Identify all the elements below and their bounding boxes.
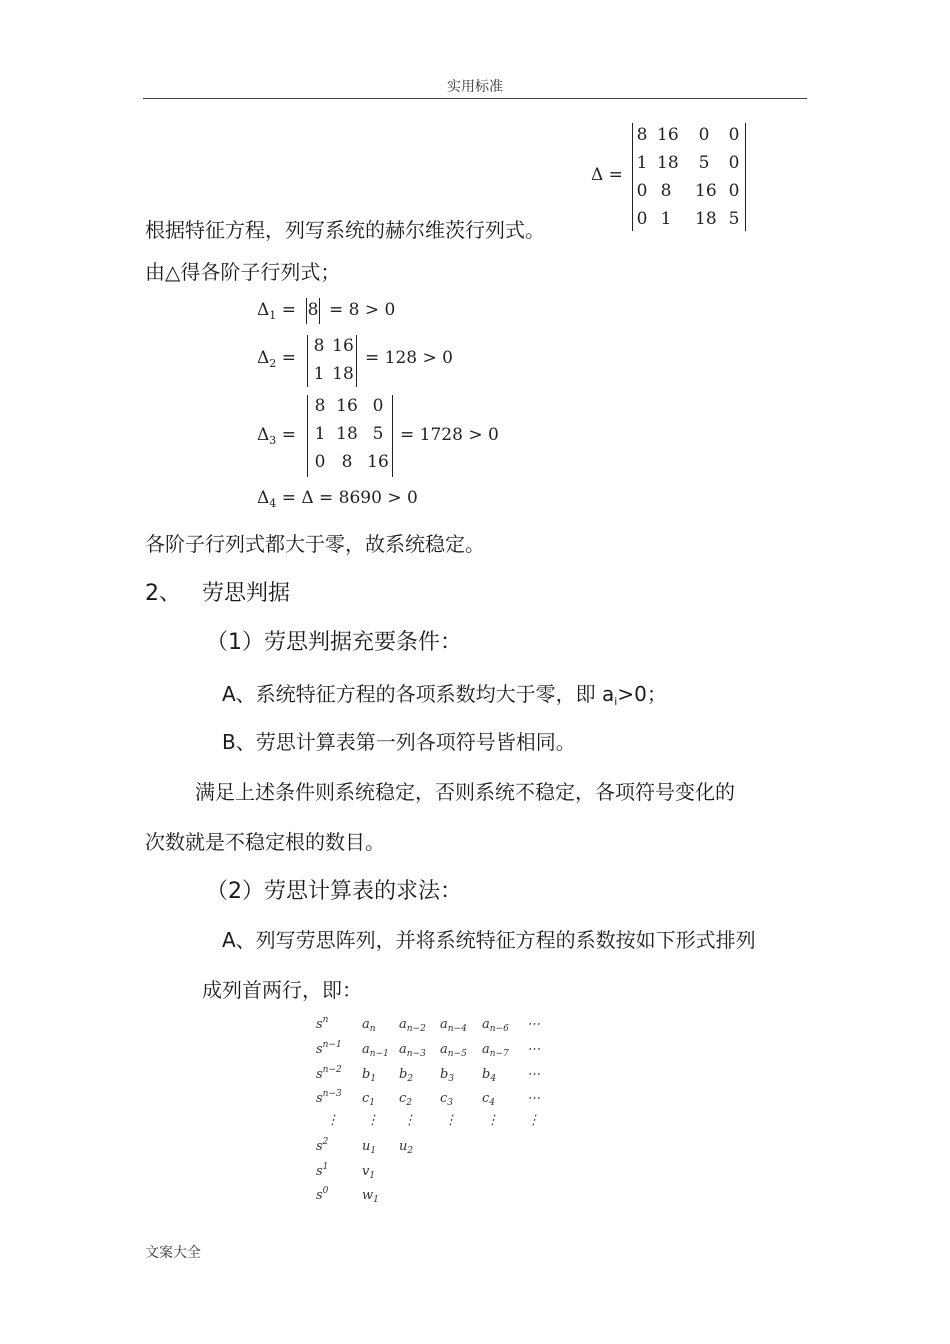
section-number: 2、 [145, 581, 181, 606]
routh-cell: $c_4$ [482, 1091, 496, 1108]
routh-cell: $c_3$ [440, 1091, 454, 1108]
routh-cell: $c_2$ [399, 1091, 413, 1108]
hurwitz-matrix-cell: 0 [728, 125, 740, 145]
hurwitz-matrix-cell: 0 [728, 153, 740, 173]
delta3-cell: 18 [336, 424, 358, 444]
hurwitz-matrix-cell: 18 [657, 153, 679, 173]
routh-cell: $v_1$ [362, 1164, 376, 1181]
routh-cell: $w_1$ [362, 1188, 379, 1205]
routh-cell: ⋯ [527, 1042, 540, 1057]
routh-cell: $b_4$ [482, 1067, 497, 1084]
routh-cell: $u_2$ [399, 1139, 414, 1156]
delta3-cell: 8 [341, 452, 353, 472]
hurwitz-intro: 根据特征方程，列写系统的赫尔维茨行列式。 [145, 218, 545, 242]
routh-cell: $c_1$ [362, 1091, 376, 1108]
hurwitz-matrix-cell: 5 [728, 209, 740, 229]
delta1-label: $\Delta_1$ = [257, 300, 296, 322]
delta3-cell: 5 [372, 424, 384, 444]
routh-subheading-2: （2）劳思计算表的求法： [206, 879, 462, 904]
routh-row-label: $s^0$ [316, 1186, 329, 1203]
routh-row-label: $s^{n-3}$ [316, 1089, 342, 1106]
routh-cell: $b_3$ [440, 1067, 455, 1084]
routh-subheading-1: （1）劳思判据充要条件： [206, 630, 462, 655]
condition-b: B、劳思计算表第一列各项符号皆相同。 [222, 730, 576, 754]
delta2-determinant [307, 335, 357, 387]
step-a-line-2: 成列首两行，即： [202, 978, 362, 1002]
routh-cell: $a_{n-7}$ [482, 1042, 509, 1059]
delta2-cell: 18 [332, 364, 354, 384]
hurwitz-matrix-cell: 1 [636, 153, 648, 173]
delta3-cell: 16 [336, 396, 358, 416]
delta-label: Δ = [591, 165, 623, 185]
routh-row-label: $s^{n-2}$ [316, 1065, 342, 1082]
routh-row-label: $s^{n-1}$ [316, 1040, 342, 1057]
hurwitz-matrix-cell: 1 [660, 209, 672, 229]
page-header: 实用标准 [447, 79, 503, 95]
step-a-line-1: A、列写劳思阵列，并将系统特征方程的系数按如下形式排列 [222, 928, 756, 952]
delta3-cell: 16 [367, 452, 389, 472]
routh-cell: ⋯ [527, 1091, 540, 1106]
delta3-label: $\Delta_3$ = [257, 425, 296, 447]
routh-cell: ⋮ [403, 1113, 416, 1128]
minors-intro: 由△得各阶子行列式； [145, 260, 341, 284]
routh-cell: $a_{n-3}$ [399, 1042, 426, 1059]
routh-cell: ⋮ [527, 1113, 540, 1128]
routh-cell: $a_{n-1}$ [362, 1042, 389, 1059]
delta3-cell: 0 [372, 396, 384, 416]
delta1-result: = 8 > 0 [329, 300, 396, 320]
hurwitz-matrix-cell: 18 [695, 209, 717, 229]
hurwitz-matrix-cell: 0 [698, 125, 710, 145]
routh-cell: ⋯ [527, 1017, 540, 1032]
hurwitz-matrix-cell: 8 [636, 125, 648, 145]
delta2-cell: 1 [313, 364, 325, 384]
delta3-determinant [307, 395, 393, 477]
hurwitz-conclusion: 各阶子行列式都大于零，故系统稳定。 [145, 532, 485, 556]
delta3-cell: 1 [314, 424, 326, 444]
routh-row-label: $s^n$ [316, 1015, 329, 1032]
routh-row-label: $s^2$ [316, 1137, 329, 1154]
page-footer: 文案大全 [145, 1245, 201, 1261]
routh-cell: ⋯ [527, 1067, 540, 1082]
hurwitz-matrix-cell: 16 [695, 181, 717, 201]
hurwitz-matrix-cell: 0 [636, 181, 648, 201]
condition-a: A、系统特征方程的各项系数均大于零，即 $a_i>0$； [222, 682, 667, 708]
delta1-determinant [306, 298, 320, 324]
routh-row-label: ⋮ [326, 1113, 339, 1128]
delta3-cell: 8 [314, 396, 326, 416]
routh-cell: ⋮ [486, 1113, 499, 1128]
delta4-line: $\Delta_4 = \Delta = 8690 > 0$ [257, 488, 418, 510]
delta2-result: = 128 > 0 [365, 348, 453, 368]
delta1-cell: 8 [307, 300, 319, 320]
routh-cell: $a_{n-2}$ [399, 1017, 426, 1034]
routh-cell: $a_{n-6}$ [482, 1017, 509, 1034]
routh-cell: ⋮ [444, 1113, 457, 1128]
routh-cell: $b_1$ [362, 1067, 377, 1084]
routh-cell: ⋮ [366, 1113, 379, 1128]
hurwitz-determinant [632, 123, 746, 231]
delta2-cell: 16 [332, 336, 354, 356]
hurwitz-matrix-cell: 5 [698, 153, 710, 173]
delta3-cell: 0 [314, 452, 326, 472]
hurwitz-matrix-cell: 8 [660, 181, 672, 201]
routh-cell: $u_1$ [362, 1139, 377, 1156]
hurwitz-matrix-cell: 0 [728, 181, 740, 201]
routh-cell: $a_{n-5}$ [440, 1042, 467, 1059]
paragraph-line-1: 满足上述条件则系统稳定，否则系统不稳定，各项符号变化的 [195, 780, 735, 804]
paragraph-line-2: 次数就是不稳定根的数目。 [145, 830, 385, 854]
delta2-cell: 8 [313, 336, 325, 356]
routh-cell: $b_2$ [399, 1067, 414, 1084]
hurwitz-matrix-cell: 0 [636, 209, 648, 229]
routh-cell: $a_n$ [362, 1017, 376, 1034]
section-title: 劳思判据 [202, 581, 291, 606]
routh-cell: $a_{n-4}$ [440, 1017, 467, 1034]
delta3-result: = 1728 > 0 [400, 425, 499, 445]
header-rule [143, 98, 807, 99]
delta2-label: $\Delta_2$ = [257, 348, 296, 370]
routh-row-label: $s^1$ [316, 1162, 329, 1179]
hurwitz-matrix-cell: 16 [657, 125, 679, 145]
